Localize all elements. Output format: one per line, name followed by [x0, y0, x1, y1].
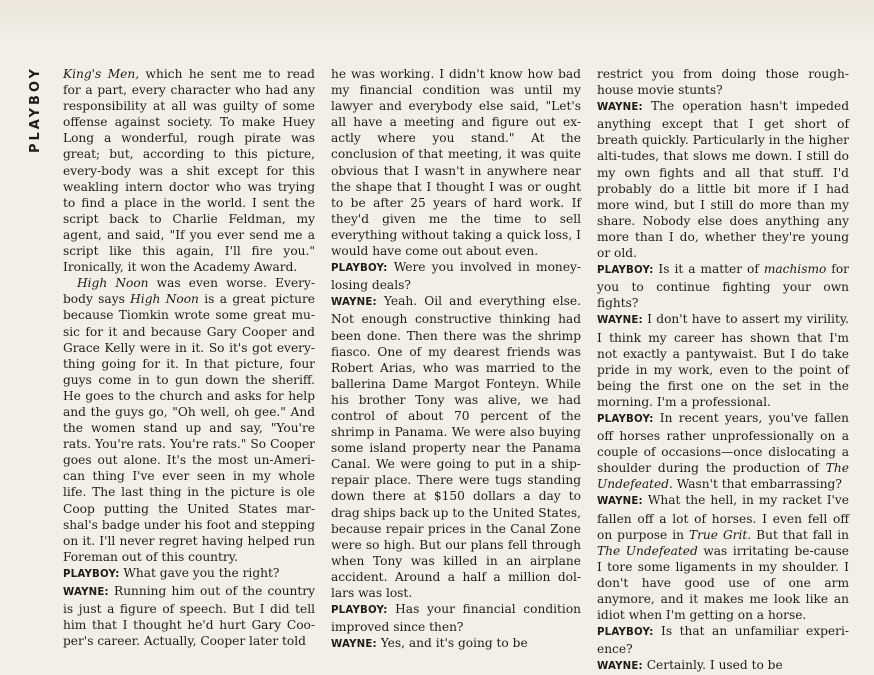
speaker-label: WAYNE:: [597, 496, 643, 508]
paragraph: restrict you from doing those rough-house movie stunts?: [597, 67, 849, 98]
italic-title: The Undefeated: [597, 543, 698, 558]
paragraph: High Noon was even worse. Every-body says High Noon is a great picture because Tiomkin wrote some great mu-sic for it and because Gary Cooper and Grace Kelly were in it. So it's got every-thing going for it. In that picture, four guys come in to gun down the sheriff. He goes to the church and asks for help and the guys go, "Oh well, oh gee." And the women stand up and say, "You're rats. You're rats. You're rats." So Cooper goes out alone. It's the most un-Ameri-can thing I've ever seen in my whole life. The last thing in the picture is ole Coop putting the United States mar-shal's badge under his foot and stepping on it. I'll never regret having helped run Foreman out of this country.: [63, 276, 315, 564]
speaker-label: WAYNE:: [331, 297, 377, 309]
question: PLAYBOY: Is it a matter of machismo for you to continue fighting your own fights?: [597, 262, 849, 311]
speaker-label: WAYNE:: [597, 102, 643, 114]
speaker-label: PLAYBOY:: [597, 265, 654, 277]
answer: WAYNE: The operation hasn't impeded anything except that I get short of breath quickly. Particularly in the higher alti-tudes, that slows me down. I still do my own fights and all that stuff. I'd probably do a little bit more if I had more wind, but I still do more than my share. Nobody else does anything any more than I do, whether they're young or old.: [597, 99, 849, 261]
answer: WAYNE: I don't have to assert my virility. I think my career has shown that I'm not exactly a pantywaist. But I do take pride in my work, even to the point of being the first one on the set in the morning. I'm a professional.: [597, 312, 849, 409]
italic-title: The Undefeated.: [597, 461, 849, 492]
italic-title: True Grit.: [688, 527, 752, 542]
question: PLAYBOY: In recent years, you've fallen off horses rather unprofessionally on a couple of occasions—once dislocating a shoulder during the production of The Undefeated. Wasn't that embarrassing?: [597, 410, 849, 492]
paragraph: he was working. I didn't know how bad my financial condition was until my lawyer and everybody else said, "Let's all have a meeting and figure out ex-actly where you stand." At the conclusion of that meeting, it was quite obvious that I wasn't in anywhere near the shape that I thought I was or ought to be after 25 years of hard work. If they'd given me the time to sell everything without taking a quick loss, I would have come out about even.: [331, 67, 581, 259]
speaker-label: PLAYBOY:: [63, 568, 120, 580]
italic-title: King's Men,: [63, 67, 140, 81]
italic-title: High Noon: [77, 276, 149, 291]
text-column-3: [597, 66, 850, 673]
speaker-label: PLAYBOY:: [597, 627, 654, 639]
question: PLAYBOY: What gave you the right?: [63, 565, 280, 580]
speaker-label: PLAYBOY:: [597, 413, 654, 425]
page-top-edge: [0, 0, 874, 44]
question: PLAYBOY: Were you involved in money-losing deals?: [331, 260, 581, 293]
question: PLAYBOY: Is that an unfamiliar experi-ence?: [597, 624, 849, 657]
speaker-label: PLAYBOY:: [331, 605, 388, 617]
question: PLAYBOY: Has your financial condition improved since then?: [331, 602, 581, 635]
italic-word: machismo: [763, 262, 827, 277]
paragraph: King's Men, which he sent me to read for a part, every character who had any responsibility at all was guilty of some offense against society. To make Huey Long a wonderful, rough pirate was great; but, according to this picture, every-body was a shit except for this weakling intern doctor who was trying to find a place in the world. I sent the script back to Charlie Feldman, my agent, and said, "If you ever send me a script like this again, I'll fire you." Ironically, it won the Academy Award.: [63, 67, 315, 275]
answer: WAYNE: Yes, and it's going to be: [331, 636, 528, 651]
speaker-label: WAYNE:: [597, 661, 643, 673]
speaker-label: WAYNE:: [63, 587, 109, 598]
answer: WAYNE: What the hell, in my racket I've fallen off a lot of horses. I even fell off on purpose in True Grit. But that fall in The Undefeated was irritating be-cause I tore some ligaments in my shoulder. I don't have good use of one arm anymore, and it makes me look like an idiot when I'm getting on a horse.: [597, 493, 850, 623]
answer: WAYNE: Certainly. I used to be: [597, 658, 783, 673]
answer: WAYNE: Running him out of the country is just a figure of speech. But I did tell him that I thought he'd hurt Gary Coo-per's career. Actually, Cooper later told: [63, 584, 315, 649]
running-head: PLAYBOY: [28, 66, 43, 153]
text-column-1: [63, 66, 315, 649]
answer: WAYNE: Yeah. Oil and everything else. Not enough constructive thinking had been done. Then there was the shrimp fiasco. One of my dearest friends was Robert Arias, who was married to the ballerina Dame Margot Fonteyn. While his brother Tony was alive, we had control of about 70 percent of the shrimp in Panama. We were also buying some island property near the Panama Canal. We were going to put in a ship-repair place. There were tugs standing down there at $150 dollars a day to drag ships back up to the United States, because repair prices in the Canal Zone were so high. But our plans fell through when Tony was killed in an airplane accident. Around a half a million dol-lars was lost.: [331, 294, 581, 600]
speaker-label: WAYNE:: [331, 639, 377, 651]
speaker-label: WAYNE:: [597, 315, 643, 327]
text-column-2: [331, 66, 581, 651]
italic-title: High Noon: [130, 292, 199, 307]
speaker-label: PLAYBOY:: [331, 263, 388, 275]
